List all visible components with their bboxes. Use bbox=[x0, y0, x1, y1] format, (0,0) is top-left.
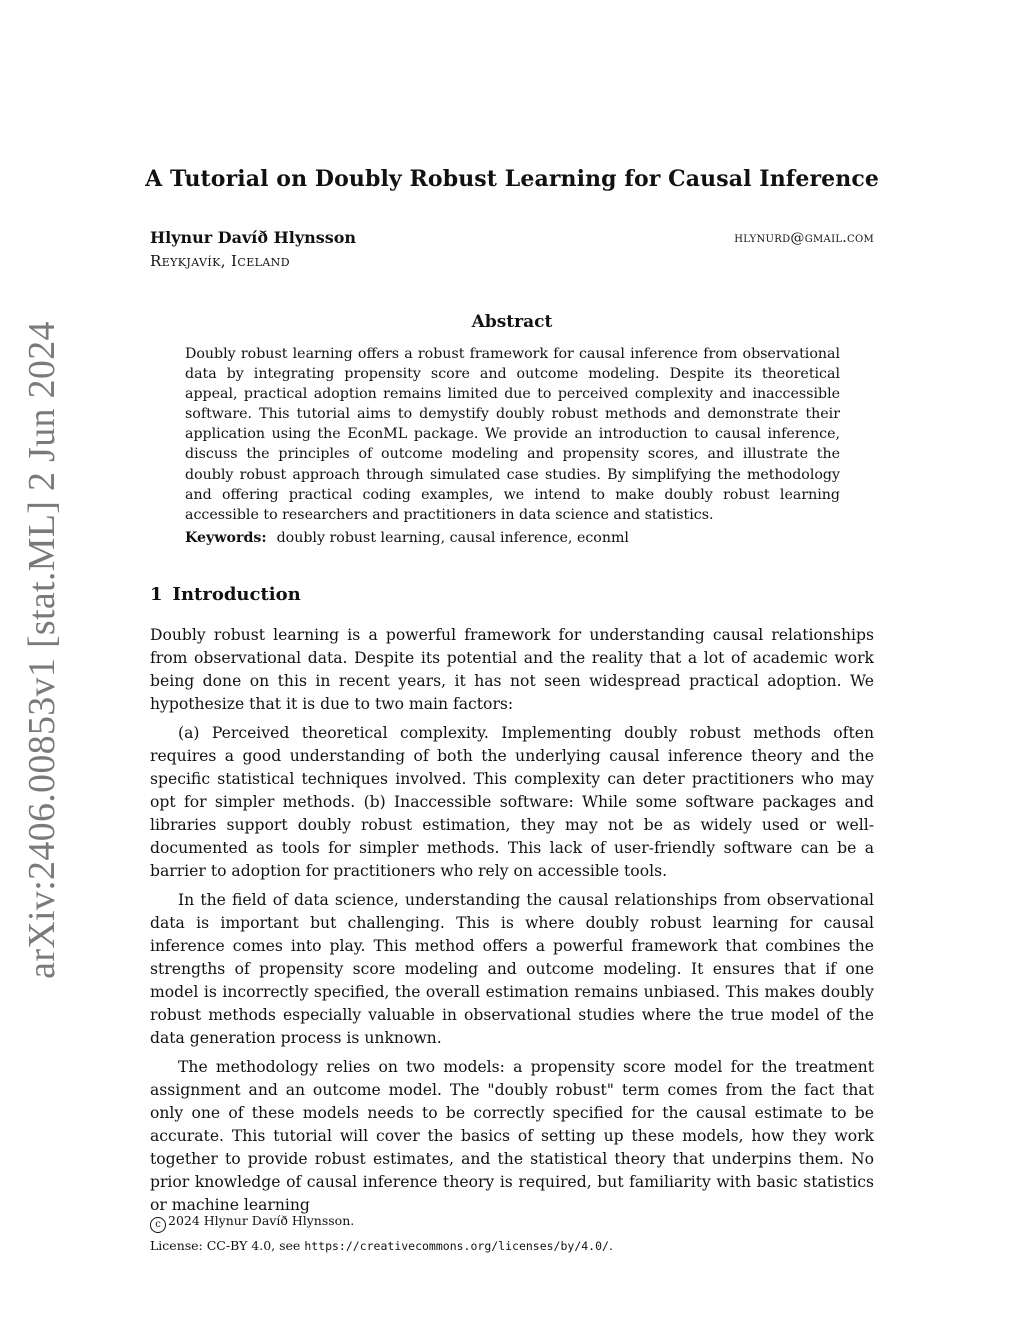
section-title: Introduction bbox=[172, 584, 301, 605]
paragraph: In the field of data science, understanding the causal relationships from observational data is important but challenging. This is where doubly robust learning for causal inference comes into play. This method offers a powerful framework that combines the strengths of propensity score modeling and outcome modeling. It ensures that if one model is incorrectly specified, the overall estimation remains unbiased. This makes doubly robust methods especially valuable in observational studies where the true model of the data generation process is unknown. bbox=[150, 891, 874, 1047]
section-heading-introduction bbox=[150, 584, 301, 605]
copyright-text: 2024 Hlynur Davíð Hlynsson. bbox=[168, 1213, 355, 1228]
paper-title: A Tutorial on Doubly Robust Learning for Causal Inference bbox=[145, 166, 879, 192]
author-name: Hlynur Davíð Hlynsson bbox=[150, 228, 357, 247]
license-prefix: License: CC-BY 4.0, see bbox=[150, 1238, 301, 1253]
keywords-label: Keywords: bbox=[185, 530, 267, 546]
section-number: 1 bbox=[150, 584, 163, 605]
introduction-body bbox=[150, 624, 874, 1223]
paragraph: (a) Perceived theoretical complexity. Implementing doubly robust methods often requires a good understanding of both the underlying causal inference theory and the specific statistical techniques involved. This complexity can deter practitioners who may opt for simpler methods. (b) Inaccessible software: While some software packages and libraries support doubly robust estimation, they may not be as widely used or well-documented as tools for simpler methods. This lack of user-friendly software can be a barrier to adoption for practitioners who rely on accessible tools. bbox=[150, 724, 874, 880]
keywords-line bbox=[185, 530, 840, 546]
paragraph: Doubly robust learning is a powerful framework for understanding causal relationships from observational data. Despite its potential and the reality that a lot of academic work being done on this in recent years, it has not seen widespread practical adoption. We hypothesize that it is due to two main factors: bbox=[150, 626, 874, 713]
license-suffix: . bbox=[608, 1238, 613, 1253]
footnote-copyright bbox=[150, 1213, 354, 1233]
copyright-icon: c bbox=[150, 1217, 166, 1233]
footnote-license bbox=[150, 1238, 613, 1253]
license-link[interactable]: https://creativecommons.org/licenses/by/4.0/ bbox=[304, 1239, 609, 1253]
arxiv-identifier-stamp: arXiv:2406.00853v1 [stat.ML] 2 Jun 2024 bbox=[21, 321, 63, 979]
author-affiliation: Reykjavík, Iceland bbox=[150, 252, 290, 270]
keywords-text: doubly robust learning, causal inference, econml bbox=[276, 530, 629, 546]
abstract-text: Doubly robust learning offers a robust framework for causal inference from observational data by integrating propensity score and outcome modeling. Despite its theoretical appeal, practical adoption remains limited due to perceived complexity and inaccessible software. This tutorial aims to demystify doubly robust methods and demonstrate their application using the EconML package. We provide an introduction to causal inference, discuss the principles of outcome modeling and propensity scores, and illustrate the doubly robust approach through simulated case studies. By simplifying the methodology and offering practical coding examples, we intend to make doubly robust learning accessible to researchers and practitioners in data science and statistics. bbox=[185, 346, 840, 523]
paragraph: The methodology relies on two models: a propensity score model for the treatment assignment and an outcome model. The "doubly robust" term comes from the fact that only one of these models needs to be correctly specified for the causal estimate to be accurate. This tutorial will cover the basics of setting up these models, how they work together to provide robust estimates, and the statistical theory that underpins them. No prior knowledge of causal inference theory is required, but familiarity with basic statistics or machine learning bbox=[150, 1058, 874, 1214]
abstract-heading: Abstract bbox=[471, 312, 553, 332]
author-email: hlynurd@gmail.com bbox=[734, 230, 874, 246]
